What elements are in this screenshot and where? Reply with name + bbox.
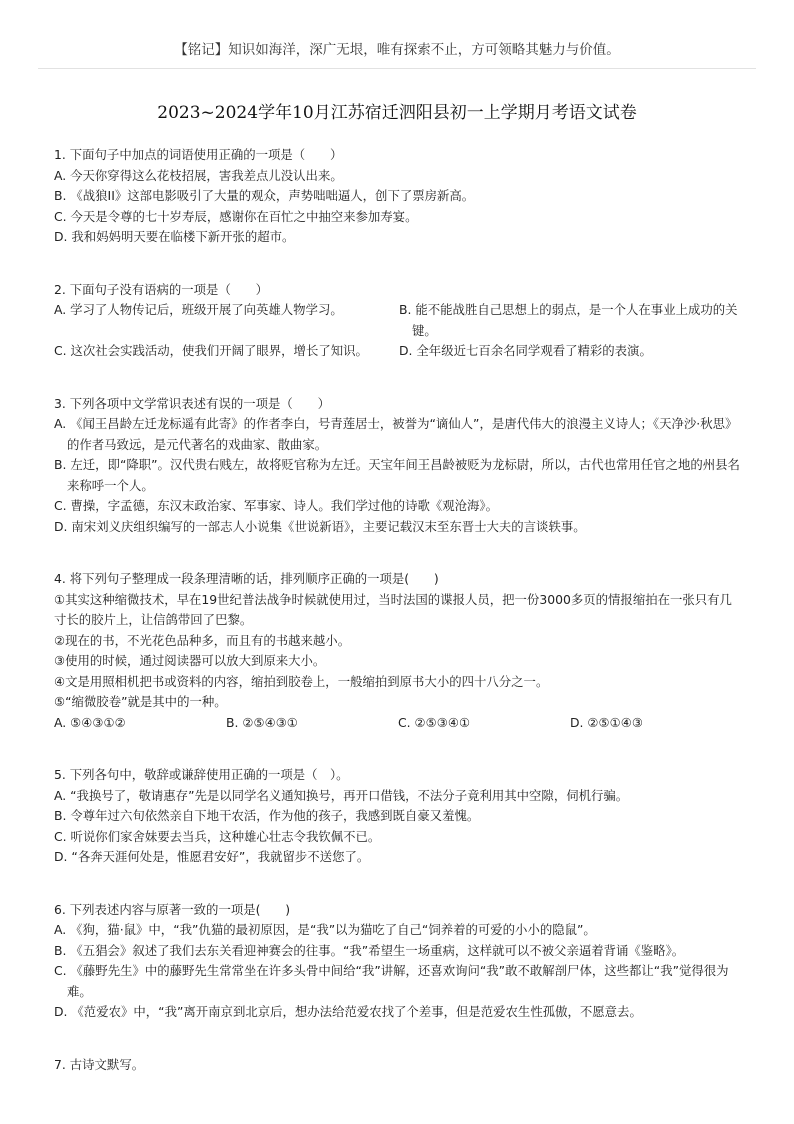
question-stem: 2. 下面句子没有语病的一项是（ ） (54, 281, 269, 297)
option-d: D. 全年级近七百余名同学观看了精彩的表演。 (399, 343, 652, 358)
question-stem: 3. 下列各项中文学常识表述有误的一项是（ ） (54, 395, 330, 411)
option-d: D. 我和妈妈明天要在临楼下新开张的超市。 (54, 229, 295, 244)
question-4 (54, 569, 744, 733)
sentence-4: ④文是用照相机把书或资料的内容，缩拍到胶卷上，一般缩拍到原书大小的四十八分之一。 (54, 673, 549, 689)
question-2 (54, 280, 744, 362)
option-a: A. 学习了人物传记后，班级开展了向英雄人物学习。 (54, 302, 343, 317)
option-c: C. 《藤野先生》中的藤野先生常常坐在许多头骨中间给“我”讲解，还喜欢询问“我”敢不敢解剖尸体，这些都让“我”觉得很为难。 (54, 963, 729, 999)
question-5 (54, 765, 744, 868)
option-b: B. 《五猖会》叙述了我们去东关看迎神赛会的往事。“我”希望生一场重病，这样就可以不被父亲逼着背诵《鉴略》。 (54, 942, 685, 958)
option-b: B. 能不能战胜自己思想上的弱点，是一个人在事业上成功的关键。 (399, 302, 738, 338)
option-c: C. 曹操，字孟德，东汉末政治家、军事家、诗人。我们学过他的诗歌《观沧海》。 (54, 498, 499, 513)
option-a: A. 《狗，猫·鼠》中，“我”仇猫的最初原因，是“我”以为猫吃了自己“饲养着的可爱的小小的隐鼠”。 (54, 922, 596, 937)
header-banner: 【铭记】知识如海洋，深广无垠，唯有探索不止，方可领略其魅力与价值。 (174, 42, 620, 58)
option-a: A. “我换号了，敬请惠存”先是以同学名义通知换号，再开口借钱，不法分子竟利用其中空隙，伺机行骗。 (54, 787, 629, 803)
exam-content (54, 145, 744, 1107)
question-stem: 7. 古诗文默写。 (54, 1056, 145, 1072)
option-b: B. ②⑤④③① (226, 714, 298, 730)
option-a: A. 今天你穿得这么花枝招展，害我差点儿没认出来。 (54, 167, 343, 183)
option-d: D. 南宋刘义庆组织编写的一部志人小说集《世说新语》，主要记载汉末至东晋士大夫的言谈轶事。 (54, 518, 586, 534)
question-stem: 6. 下列表述内容与原著一致的一项是( ) (54, 901, 291, 917)
header-divider (38, 68, 756, 69)
question-stem: 1. 下面句子中加点的词语使用正确的一项是（ ） (54, 147, 343, 162)
sentence-3: ③使用的时候，通过阅读器可以放大到原来大小。 (54, 653, 326, 668)
question-7 (54, 1055, 744, 1076)
option-b: B. 左迁，即“降职”。汉代贵右贱左，故将贬官称为左迁。天宝年间王昌龄被贬为龙标尉，所以，古代也常用任官之地的州县名来称呼一个人。 (54, 457, 740, 493)
question-1 (54, 145, 744, 248)
option-c: C. 今天是令尊的七十岁寿辰，感谢你在百忙之中抽空来参加寿宴。 (54, 208, 418, 224)
question-stem: 5. 下列各句中，敬辞或谦辞使用正确的一项是（ ）。 (54, 767, 349, 782)
option-a: A. 《闻王昌龄左迁龙标遥有此寄》的作者李白，号青莲居士，被誉为“谪仙人”，是唐代伟大的浪漫主义诗人；《天净沙·秋思》的作者马致远，是元代著名的戏曲家、散曲家。 (54, 416, 738, 452)
question-6 (54, 900, 744, 1023)
sentence-2: ②现在的书，不光花色品种多，而且有的书越来越小。 (54, 632, 351, 648)
option-c: C. 这次社会实践活动，使我们开阔了眼界，增长了知识。 (54, 343, 368, 358)
option-d: D. “各奔天涯何处是，惟愿君安好”，我就留步不送您了。 (54, 849, 370, 864)
option-d: D. 《范爱农》中，“我”离开南京到北京后，想办法给范爱农找了个差事，但是范爱农生性孤傲，不愿意去。 (54, 1004, 642, 1019)
option-c: C. ②⑤③④① (398, 714, 471, 730)
option-a: A. ⑤④③①② (54, 714, 126, 730)
option-d: D. ②⑤①④③ (570, 714, 643, 730)
question-stem: 4. 将下列句子整理成一段条理清晰的话，排列顺序正确的一项是( ) (54, 571, 439, 586)
option-b: B. 令尊年过六旬依然亲自下地干农活，作为他的孩子，我感到既自豪又羞愧。 (54, 808, 480, 823)
option-c: C. 听说你们家舍妹要去当兵，这种雄心壮志令我钦佩不已。 (54, 828, 381, 844)
sentence-5: ⑤“缩微胶卷”就是其中的一种。 (54, 694, 227, 709)
page-title: 2023~2024学年10月江苏宿迁泗阳县初一上学期月考语文试卷 (157, 103, 637, 123)
option-b: B. 《战狼II》这部电影吸引了大量的观众，声势咄咄逼人，创下了票房新高。 (54, 188, 475, 203)
question-3 (54, 394, 744, 538)
sentence-1: ①其实这种缩微技术，早在19世纪普法战争时候就使用过，当时法国的谍报人员，把一份3000多页的情报缩拍在一张只有几寸长的胶片上，让信鸽带回了巴黎。 (54, 591, 732, 627)
